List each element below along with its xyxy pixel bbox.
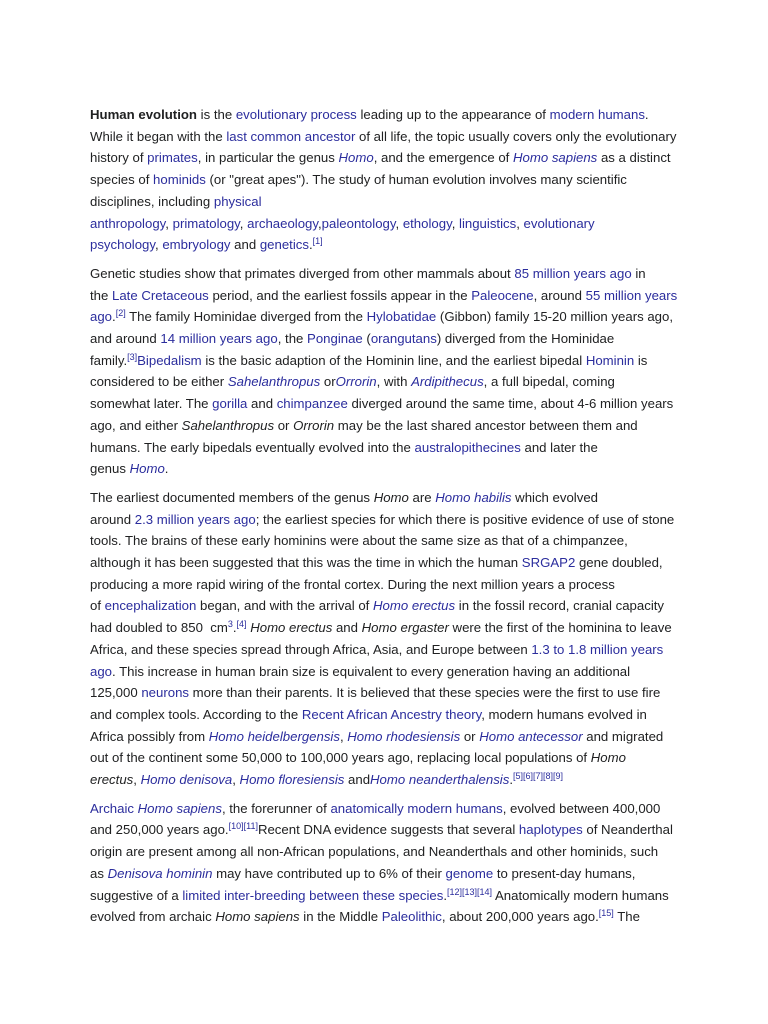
text-line <box>90 147 671 169</box>
text-run: is the <box>196 107 236 122</box>
wiki-link[interactable]: anatomically modern humans <box>330 800 503 816</box>
text-run: The <box>613 909 640 925</box>
text-run: and later the <box>520 439 598 455</box>
italic-term: Sahelanthropus <box>181 417 275 433</box>
text-run: family. <box>90 352 128 368</box>
wiki-link[interactable]: Homo sapiens <box>137 800 222 816</box>
wiki-link[interactable]: embryology <box>162 237 231 253</box>
text-run: somewhat later. The <box>90 396 213 412</box>
wiki-link[interactable]: evolutionary <box>523 215 595 231</box>
text-run: or <box>320 374 336 390</box>
text-run: although it has been suggested that this was the time in which the human <box>90 555 522 570</box>
wiki-link[interactable]: Homo erectus <box>373 598 456 614</box>
text-line <box>90 661 630 683</box>
italic-term: Orrorin <box>293 417 335 433</box>
text-line <box>90 704 647 726</box>
text-run: in <box>631 265 646 281</box>
citation-ref[interactable]: 3 <box>227 619 233 630</box>
text-line <box>90 393 673 415</box>
text-run: as a distinct <box>597 150 671 166</box>
italic-term: erectus <box>90 772 134 787</box>
text-line <box>90 819 673 841</box>
citation-ref[interactable]: [4] <box>236 619 247 630</box>
text-run: , and the emergence of <box>373 150 513 166</box>
italic-term: Homo ergaster <box>361 620 449 636</box>
text-line <box>90 285 677 307</box>
wiki-link[interactable]: neurons <box>141 685 190 701</box>
wiki-link[interactable]: Hominin <box>585 352 635 368</box>
citation-ref[interactable]: [15] <box>598 908 614 919</box>
text-run: history of <box>90 150 148 166</box>
text-line <box>90 595 664 617</box>
text-run: is <box>634 352 648 368</box>
wiki-link[interactable]: Denisova hominin <box>107 865 213 881</box>
text-run: , <box>451 215 460 231</box>
citation-ref[interactable]: [1] <box>312 236 323 247</box>
wiki-link[interactable]: ago <box>90 663 113 679</box>
italic-term: Homo <box>590 750 626 766</box>
wiki-link[interactable]: Sahelanthropus <box>227 374 321 390</box>
wiki-link[interactable]: Recent African Ancestry theory <box>301 706 482 722</box>
text-line <box>90 350 647 372</box>
text-run: , <box>395 215 403 231</box>
text-run: out of the continent some 50,000 to 100,000 years ago, replacing local populations of <box>90 750 591 766</box>
text-run: of <box>90 598 105 614</box>
text-run: , <box>155 237 163 253</box>
text-run: , <box>133 772 141 787</box>
text-run: and around <box>90 331 161 346</box>
text-line <box>90 306 673 328</box>
wiki-link[interactable]: primatology <box>172 215 240 231</box>
text-run: , <box>232 772 240 787</box>
wiki-link[interactable]: linguistics <box>459 215 517 231</box>
text-run: are <box>408 489 436 505</box>
text-run: . <box>644 107 649 122</box>
italic-term: Homo erectus <box>250 620 333 636</box>
text-run: Recent DNA evidence suggests that several <box>257 822 519 838</box>
wiki-link[interactable]: psychology <box>90 237 155 253</box>
text-run: ) diverged from the Hominidae <box>436 331 615 346</box>
text-run: ( <box>362 331 371 346</box>
wiki-link[interactable]: orangutans <box>370 331 437 346</box>
text-line <box>90 415 638 437</box>
text-line <box>90 863 635 885</box>
wiki-link[interactable]: chimpanzee <box>276 396 348 412</box>
wiki-link[interactable]: Homo sapiens <box>512 150 598 166</box>
wiki-link[interactable]: haplotypes <box>518 822 583 838</box>
text-run: . <box>232 620 237 636</box>
text-run: evolved from archaic <box>90 909 216 925</box>
bold-term: Human evolution <box>90 107 197 122</box>
text-run: more than their parents. It is believed that these species were the first to use fire <box>189 685 661 701</box>
text-run: , <box>339 728 348 744</box>
text-run: While it began with the <box>90 128 227 144</box>
text-run: Africa, and these species spread through Africa, Asia, and Europe between <box>90 641 532 657</box>
text-line <box>90 458 168 480</box>
wiki-link[interactable]: Paleocene <box>471 287 534 303</box>
text-run: , <box>516 215 524 231</box>
text-run: . <box>308 237 313 253</box>
text-run: in the Middle <box>299 909 382 925</box>
text-run: in the fossil record, cranial capacity <box>455 598 665 614</box>
text-run: origin are present among all non-African populations, and Neanderthals and other hominids, such <box>90 844 659 860</box>
wiki-link[interactable]: Archaic <box>90 800 138 816</box>
text-run: tools. The brains of these early hominins were about the same size as that of a chimpanzee, <box>90 533 628 549</box>
wiki-link[interactable]: 1.3 to 1.8 million years <box>531 641 664 657</box>
wiki-link[interactable]: ago <box>90 309 113 325</box>
text-run: the <box>90 287 112 303</box>
text-run: diverged around the same time, about 4-6 million years <box>347 396 674 412</box>
wiki-link[interactable]: Homo neanderthalensis <box>370 772 510 787</box>
text-run: , the forerunner of <box>221 800 331 816</box>
wiki-link[interactable]: Homo habilis <box>435 489 512 505</box>
wiki-link[interactable]: physical <box>213 193 262 209</box>
text-run: , the <box>277 331 308 346</box>
text-run: disciplines, including <box>90 193 214 209</box>
wiki-link[interactable]: Late Cretaceous <box>112 287 209 303</box>
text-run: of Neanderthal <box>582 822 673 838</box>
text-line <box>90 530 628 552</box>
wiki-link[interactable]: hominids <box>153 172 206 188</box>
text-run: and <box>247 396 277 412</box>
text-run: gene doubled, <box>575 555 663 570</box>
wiki-link[interactable]: paleontology <box>321 215 396 231</box>
text-run: of all life, the topic usually covers only the evolutionary <box>355 128 677 144</box>
text-line <box>90 798 660 820</box>
text-run: , with <box>376 374 412 390</box>
wiki-link[interactable]: Bipedalism <box>137 352 202 368</box>
text-run: species of <box>90 172 154 188</box>
wiki-link[interactable]: 85 million years ago <box>514 265 632 281</box>
citation-ref[interactable]: [5][6][7][8][9] <box>513 771 564 781</box>
text-line <box>90 885 669 907</box>
text-run: , <box>318 215 322 231</box>
text-line <box>90 617 672 639</box>
text-run: leading up to the appearance of <box>356 107 550 122</box>
wiki-link[interactable]: Homo rhodesiensis <box>347 728 461 744</box>
text-run: and 250,000 years ago. <box>90 822 229 838</box>
text-run: humans. The early bipedals eventually evolved into the <box>90 439 415 455</box>
wiki-link[interactable]: Hylobatidae <box>366 309 437 325</box>
text-line <box>90 682 660 704</box>
text-line <box>90 371 615 393</box>
text-line <box>90 104 649 126</box>
citation-ref[interactable]: [12][13][14] <box>447 886 493 897</box>
text-run: , in particular the genus <box>197 150 339 166</box>
text-line <box>90 841 658 863</box>
text-run: around <box>90 511 135 527</box>
text-run: Anatomically modern humans <box>492 887 669 903</box>
text-run: which evolved <box>511 489 598 505</box>
wiki-link[interactable]: australopithecines <box>414 439 521 455</box>
text-run: ; the earliest species for which there is positive evidence of use of stone <box>255 511 675 527</box>
wiki-link[interactable]: Ardipithecus <box>411 374 484 390</box>
text-run: , around <box>533 287 586 303</box>
text-line <box>90 769 563 791</box>
text-line <box>90 437 598 459</box>
text-run: and <box>230 237 260 253</box>
text-line <box>90 747 626 769</box>
text-line <box>90 639 663 661</box>
text-line <box>90 169 627 191</box>
wiki-link[interactable]: primates <box>147 150 198 166</box>
wiki-link[interactable]: 55 million years <box>585 287 678 303</box>
text-run: . <box>112 309 116 325</box>
text-run: . <box>509 772 513 787</box>
text-line <box>90 487 598 509</box>
text-run: producing a more rapid wiring of the frontal cortex. During the next million years a process <box>90 576 615 592</box>
wiki-link[interactable]: Homo <box>338 150 374 166</box>
wiki-link[interactable]: limited inter-breeding between these species <box>182 887 444 903</box>
citation-ref[interactable]: [10][11] <box>228 821 258 832</box>
text-run: . This increase in human brain size is equivalent to every generation having an additional <box>112 663 631 679</box>
citation-ref[interactable]: [3] <box>127 351 138 362</box>
wiki-link[interactable]: Ponginae <box>307 331 363 346</box>
text-run: were the first of the hominina to leave <box>448 620 672 636</box>
text-line <box>90 234 323 256</box>
wiki-link[interactable]: Homo antecessor <box>479 728 583 744</box>
text-run: 125,000 <box>90 685 142 701</box>
text-run: genus <box>90 461 130 477</box>
wiki-link[interactable]: modern humans <box>549 107 645 122</box>
text-run: period, and the earliest fossils appear in the <box>208 287 472 303</box>
wiki-link[interactable]: anthropology <box>90 215 166 231</box>
text-run: or <box>460 728 480 744</box>
text-run: is the basic adaption of the Hominin line, and the earliest bipedal <box>201 352 586 368</box>
wiki-link[interactable]: Homo <box>129 461 165 477</box>
text-run: , evolved between 400,000 <box>502 800 661 816</box>
text-run: The earliest documented members of the genus <box>90 489 374 505</box>
text-run: (or "great apes"). The study of human evolution involves many scientific <box>205 172 627 188</box>
wiki-link[interactable]: Homo denisova <box>140 772 233 787</box>
wiki-link[interactable]: archaeology <box>247 215 318 231</box>
text-line <box>90 552 663 574</box>
text-run: or <box>274 417 294 433</box>
wiki-link[interactable]: evolutionary process <box>235 107 357 122</box>
wiki-link[interactable]: 14 million years ago <box>160 331 278 346</box>
italic-term: Homo <box>373 489 409 505</box>
text-line <box>90 263 646 285</box>
text-run: The family Hominidae diverged from the <box>125 309 367 325</box>
text-run: and <box>332 620 362 636</box>
text-run: (Gibbon) family 15-20 million years ago, <box>436 309 674 325</box>
text-run: , a full bipedal, coming <box>483 374 615 390</box>
text-run: and <box>344 772 371 787</box>
text-run: . <box>164 461 169 477</box>
text-line <box>90 328 614 350</box>
text-run: and complex tools. According to the <box>90 706 302 722</box>
text-line <box>90 213 595 235</box>
text-run: and migrated <box>582 728 664 744</box>
text-run: suggestive of a <box>90 887 183 903</box>
text-line <box>90 509 674 531</box>
text-run: as <box>90 865 108 881</box>
text-line <box>90 574 615 596</box>
italic-term: Homo sapiens <box>215 909 300 925</box>
wiki-link[interactable]: last common ancestor <box>226 128 356 144</box>
text-run: may have contributed up to 6% of their <box>212 865 446 881</box>
text-line <box>90 191 262 213</box>
wiki-link[interactable]: Orrorin <box>335 374 377 390</box>
text-run: may be the last shared ancestor between them and <box>334 417 638 433</box>
text-run: began, and with the arrival of <box>196 598 374 614</box>
text-run: , <box>165 215 173 231</box>
text-run: Genetic studies show that primates diverged from other mammals about <box>90 265 515 281</box>
text-run: , <box>239 215 248 231</box>
wiki-link[interactable]: genetics <box>259 237 309 253</box>
text-line <box>90 906 640 928</box>
text-line <box>90 726 663 748</box>
wiki-link[interactable]: genome <box>445 865 494 881</box>
wiki-link[interactable]: Homo heidelbergensis <box>208 728 340 744</box>
wiki-link[interactable]: Homo floresiensis <box>239 772 345 787</box>
citation-ref[interactable]: [2] <box>115 308 126 319</box>
text-line <box>90 126 676 148</box>
wiki-link[interactable]: ethology <box>402 215 452 231</box>
wiki-link[interactable]: Paleolithic <box>381 909 442 925</box>
wiki-link[interactable]: encephalization <box>104 598 197 614</box>
text-run: to present-day humans, <box>493 865 636 881</box>
text-run: , about 200,000 years ago. <box>441 909 599 925</box>
text-run: , modern humans evolved in <box>481 706 647 722</box>
wiki-link[interactable]: SRGAP2 <box>521 555 576 570</box>
wiki-link[interactable]: 2.3 million years ago <box>134 511 256 527</box>
text-run: ago, and either <box>90 417 182 433</box>
text-run: considered to be either <box>90 374 228 390</box>
text-run: . <box>443 887 448 903</box>
text-run: had doubled to 850 cm <box>90 620 228 636</box>
text-run: Africa possibly from <box>90 728 209 744</box>
wiki-link[interactable]: gorilla <box>212 396 248 412</box>
